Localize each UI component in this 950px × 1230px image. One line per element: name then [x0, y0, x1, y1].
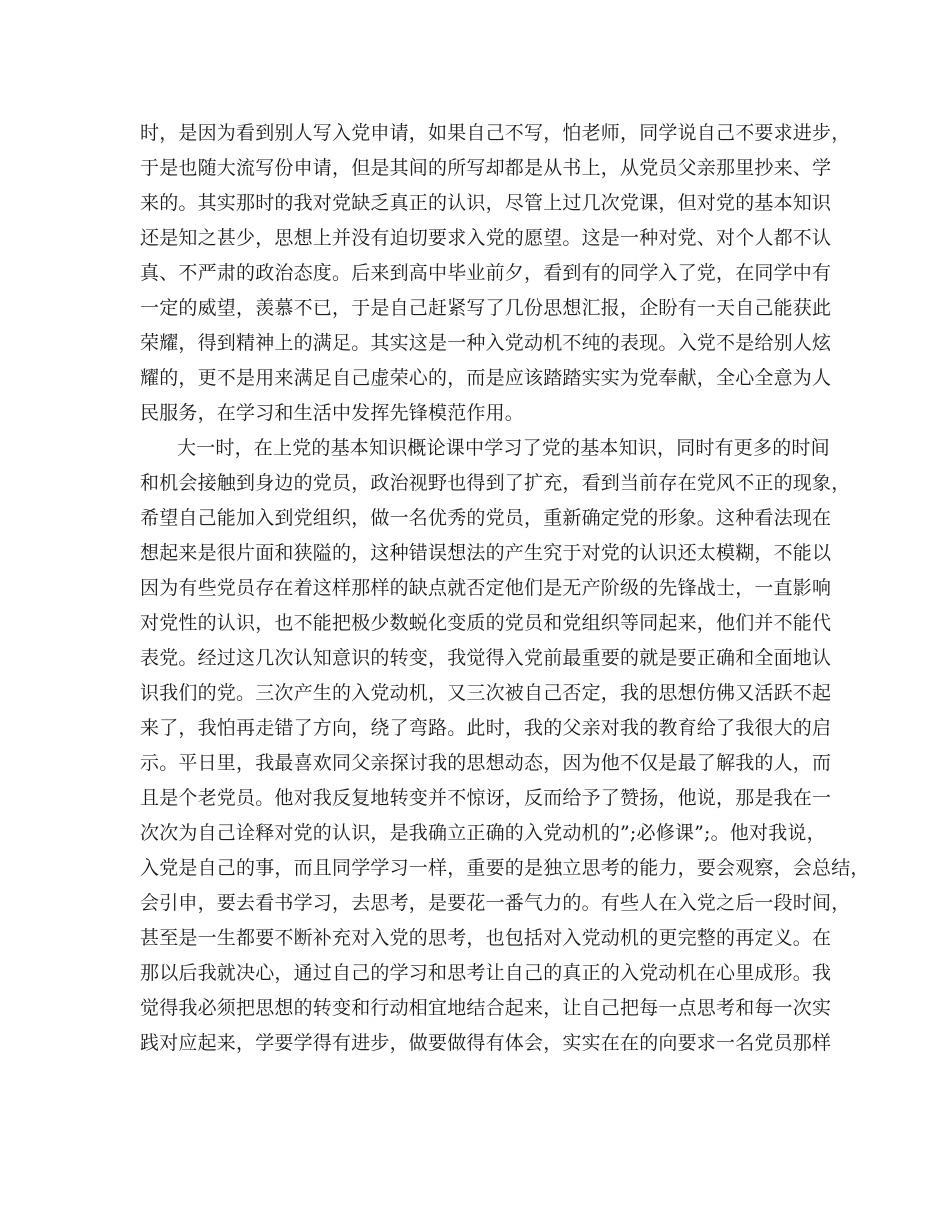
- text-line: 表党。经过这几次认知意识的转变，我觉得入党前最重要的就是要正确和全面地认: [140, 647, 832, 669]
- text-line: 和机会接触到身边的党员，政治视野也得到了扩充，看到当前存在党风不正的现象，: [140, 472, 851, 494]
- text-line: 且是个老党员。他对我反复地转变并不惊讶，反而给予了赞扬，他说，那是我在一: [140, 787, 832, 809]
- text-line: 耀的，更不是用来满足自己虚荣心的，而是应该踏踏实实为党奉献，全心全意为人: [140, 367, 832, 389]
- text-line: 时，是因为看到别人写入党申请，如果自己不写，怕老师，同学说自己不要求进步，: [140, 122, 851, 144]
- text-line: 因为有些党员存在着这样那样的缺点就否定他们是无产阶级的先锋战士，一直影响: [140, 577, 832, 599]
- text-line: 示。平日里，我最喜欢同父亲探讨我的思想动态，因为他不仅是最了解我的人，而: [140, 752, 832, 774]
- text-line: 识我们的党。三次产生的入党动机，又三次被自己否定，我的思想仿佛又活跃不起: [140, 682, 832, 704]
- text-line: 对党性的认识，也不能把极少数蜕化变质的党员和党组织等同起来，他们并不能代: [140, 612, 832, 634]
- text-line: 还是知之甚少，思想上并没有迫切要求入党的愿望。这是一种对党、对个人都不认: [140, 227, 832, 249]
- text-line: 想起来是很片面和狭隘的，这种错误想法的产生究于对党的认识还太模糊，不能以: [140, 542, 832, 564]
- text-line: 会引申，要去看书学习，去思考，是要花一番气力的。有些人在入党之后一段时间，: [140, 892, 851, 914]
- paragraph-2: [140, 431, 870, 1061]
- text-line: 来了，我怕再走错了方向，绕了弯路。此时，我的父亲对我的教育给了我很大的启: [140, 717, 832, 739]
- text-line: 觉得我必须把思想的转变和行动相宜地结合起来，让自己把每一点思考和每一次实: [140, 997, 832, 1019]
- text-line: 一定的威望，羡慕不已，于是自己赶紧写了几份思想汇报，企盼有一天自己能获此: [140, 297, 832, 319]
- paragraph-1: [140, 116, 851, 431]
- text-line: 次次为自己诠释对党的认识，是我确立正确的入党动机的”;必修课”;。他对我说，: [140, 822, 826, 844]
- text-line: 民服务，在学习和生活中发挥先锋模范作用。: [140, 402, 525, 424]
- text-line: 践对应起来，学要学得有进步，做要做得有体会，实实在在的向要求一名党员那样: [140, 1032, 832, 1054]
- text-line: 荣耀，得到精神上的满足。其实这是一种入党动机不纯的表现。入党不是给别人炫: [140, 332, 832, 354]
- text-line: 于是也随大流写份申请，但是其间的所写却都是从书上，从党员父亲那里抄来、学: [140, 157, 832, 179]
- text-line: 甚至是一生都要不断补充对入党的思考，也包括对入党动机的更完整的再定义。在: [140, 927, 832, 949]
- text-line: 入党是自己的事，而且同学学习一样，重要的是独立思考的能力，要会观察，会总结，: [140, 857, 870, 879]
- text-line: 大一时，在上党的基本知识概论课中学习了党的基本知识，同时有更多的时间: [177, 437, 830, 459]
- text-line: 那以后我就决心，通过自己的学习和思考让自己的真正的入党动机在心里成形。我: [140, 962, 832, 984]
- text-line: 来的。其实那时的我对党缺乏真正的认识，尽管上过几次党课，但对党的基本知识: [140, 192, 832, 214]
- text-line: 希望自己能加入到党组织，做一名优秀的党员，重新确定党的形象。这种看法现在: [140, 507, 832, 529]
- text-line: 真、不严肃的政治态度。后来到高中毕业前夕，看到有的同学入了党，在同学中有: [140, 262, 832, 284]
- document-body: [140, 116, 870, 1061]
